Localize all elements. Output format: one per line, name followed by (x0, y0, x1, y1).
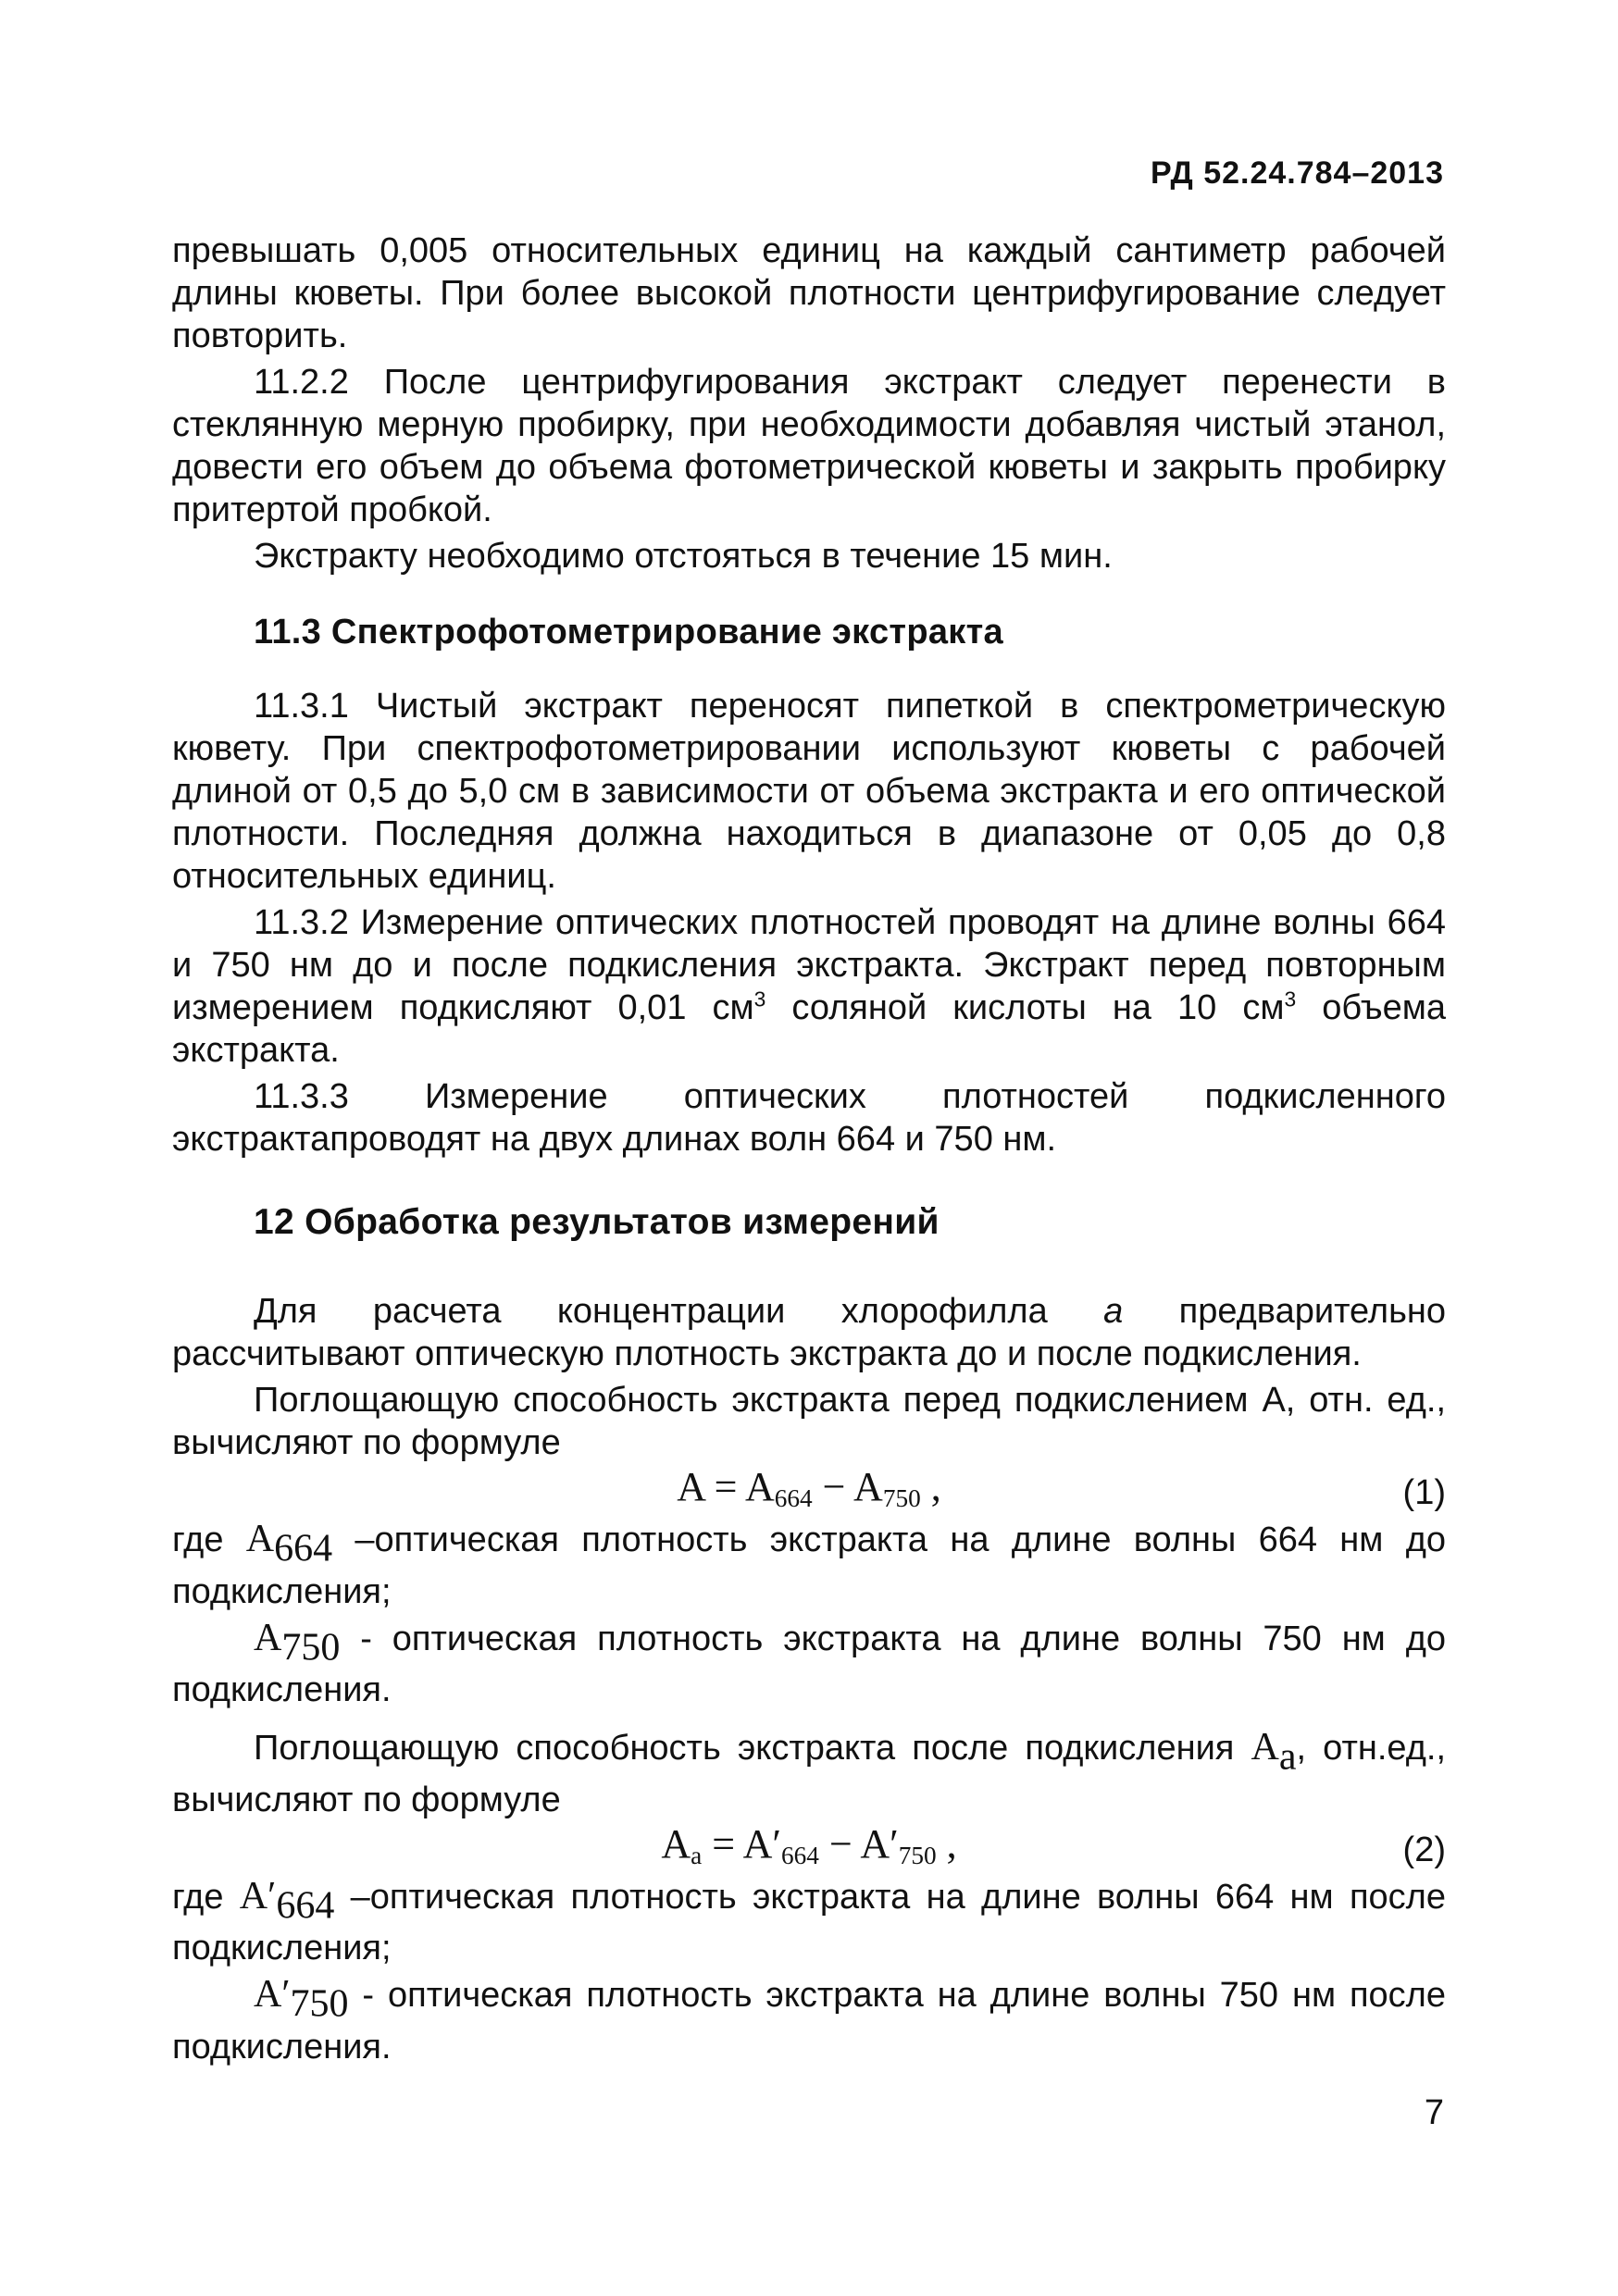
formula-2 (172, 1821, 1446, 1875)
definition-a-prime-750: $A'_{750}$ - оптическая плотность экстракта на длине волны 750 нм после подкисления. (172, 1973, 1446, 2066)
paragraph-absorbance-before: Поглощающую способность экстракта перед подкислением А, отн. ед., вычисляют по формуле (172, 1381, 1446, 1462)
document-code-header: РД 52.24.784–2013 (1150, 155, 1444, 191)
page-number: 7 (1424, 2093, 1444, 2132)
paragraph-11-3-1: 11.3.1 Чистый экстракт переносят пипеткой в спектрометрическую кювету. При спектрофотометрировании используют кюветы с рабочей длиной от 0,5 до 5,0 см в зависимости от объема экстракта и его оптической плотности. Последняя должна находиться в диапазоне от 0,05 до 0,8 относительных единиц. (172, 687, 1446, 896)
paragraph-settling: Экстракту необходимо отстояться в течение 15 мин. (254, 537, 1113, 576)
paragraph-continuation: превышать 0,005 относительных единиц на каждый сантиметр рабочей длины кюветы. При более высокой плотности центрифугирование следует повторить. (172, 231, 1446, 355)
section-heading-12: 12 Обработка результатов измерений (254, 1202, 940, 1242)
section-heading-11-3: 11.3 Спектрофотометрирование экстракта (254, 613, 1003, 652)
definition-a750: $A_{750}$ - оптическая плотность экстракта на длине волны 750 нм до подкисления. (172, 1616, 1446, 1709)
document-body (172, 230, 1446, 2068)
paragraph-11-3-2: 11.3.2 Измерение оптических плотностей проводят на длине волны 664 и 750 нм до и после подкисления экстракта. Экстракт перед повторным измерением подкисляют 0,01 $см^3$ соляной кислоты на 10 $см^3$ объема экстракта. (172, 903, 1447, 1070)
formula-2-expression: $A_a = A'_{664} - A'_{750}$ , (661, 1820, 957, 1869)
definition-a664: где $A_{664}$ –оптическая плотность экстракта на длине волны 664 нм до подкисления; (172, 1518, 1446, 1611)
definition-a-prime-664: где $A'_{664}$ –оптическая плотность экстракта на длине волны 664 нм после подкисления; (172, 1874, 1446, 1967)
formula-1-number: (1) (1402, 1473, 1446, 1512)
paragraph-calc-intro: Для расчета концентрации хлорофилла а предварительно рассчитывают оптическую плотность экстракта до и после подкисления. (172, 1292, 1447, 1373)
paragraph-11-3-3: 11.3.3 Измерение оптических плотностей подкисленного экстрактапроводят на двух длинах волн 664 и 750 нм. (172, 1077, 1446, 1159)
formula-1 (172, 1464, 1446, 1518)
paragraph-11-2-2: 11.2.2 После центрифугирования экстракт следует перенести в стеклянную мерную пробирку, при необходимости добавляя чистый этанол, довести его объем до объема фотометрической кюветы и закрыть пробирку притертой пробкой. (172, 363, 1446, 529)
formula-2-number: (2) (1402, 1830, 1446, 1869)
formula-1-expression: $A = A_{664} - A_{750}$ , (677, 1464, 941, 1512)
paragraph-absorbance-after: Поглощающую способность экстракта после подкисления $A_a$, отн.ед., вычисляют по формуле (172, 1726, 1447, 1819)
